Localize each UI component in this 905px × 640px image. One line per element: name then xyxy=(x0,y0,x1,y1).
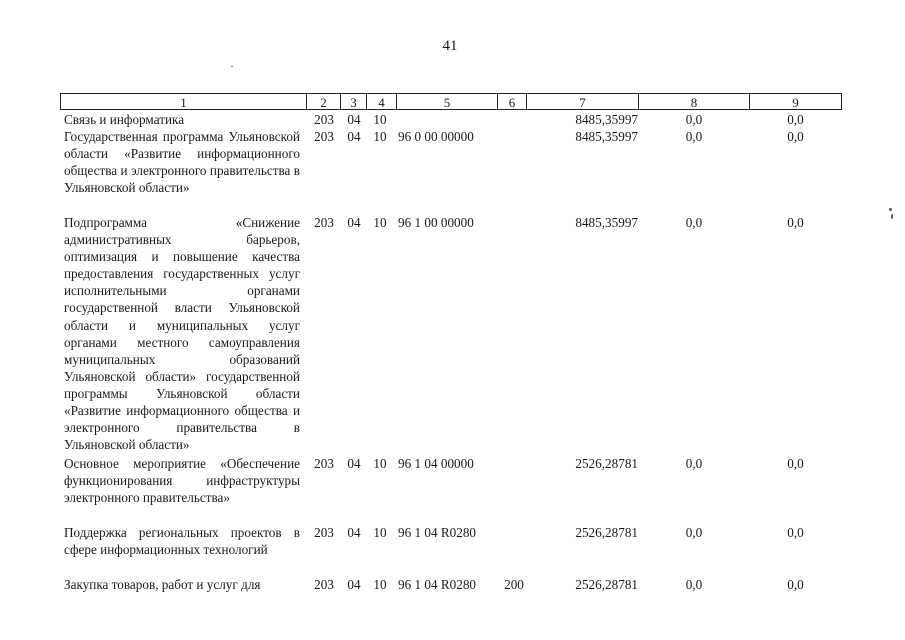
row-col-6: 200 xyxy=(504,577,524,592)
row-name: Поддержка региональных проектов в сфере информационных технологий xyxy=(64,525,300,558)
row-col-7: 8485,35997 xyxy=(575,129,638,144)
row-col-9: 0,0 xyxy=(787,129,804,144)
row-col-8: 0,0 xyxy=(685,129,703,144)
row-col-3: 04 xyxy=(347,577,361,592)
row-col-7: 2526,28781 xyxy=(575,577,638,592)
row-col-3: 04 xyxy=(347,525,361,540)
header-col-2: 2 xyxy=(306,93,340,110)
page-number: 41 xyxy=(442,38,458,54)
row-col-2: 203 xyxy=(314,525,334,540)
scan-speck xyxy=(891,214,893,219)
row-col-5: 96 1 04 R0280 xyxy=(398,525,477,540)
row-col-3: 04 xyxy=(347,112,361,127)
row-col-7: 2526,28781 xyxy=(575,456,638,471)
row-col-7: 8485,35997 xyxy=(575,215,638,230)
row-col-3: 04 xyxy=(347,129,361,144)
scan-speck xyxy=(889,208,892,211)
row-col-2: 203 xyxy=(314,577,334,592)
row-col-4: 10 xyxy=(373,525,387,540)
row-col-2: 203 xyxy=(314,215,334,230)
row-col-2: 203 xyxy=(314,129,334,144)
row-name: Основное мероприятие «Обеспечение функционирования инфраструктуры электронного правительства» xyxy=(64,456,300,506)
row-col-4: 10 xyxy=(373,456,387,471)
header-col-4: 4 xyxy=(366,93,396,110)
row-col-8: 0,0 xyxy=(685,112,703,127)
header-col-1: 1 xyxy=(60,93,306,110)
row-name: Подпрограмма «Снижение административных барьеров, оптимизация и повышение качества предоставления государственных услуг исполнительными органами государственной власти Ульяновской области и муниципальных услуг органами местного самоуправления муниципальных образований Ульяновской области» государственной программы Ульяновской области «Развитие информационного общества и электронного правительства в Ульяновской области» xyxy=(64,215,300,453)
row-col-5: 96 1 00 00000 xyxy=(398,215,474,230)
row-col-8: 0,0 xyxy=(685,215,703,230)
row-col-4: 10 xyxy=(373,577,387,592)
row-col-5: 96 1 04 00000 xyxy=(398,456,474,471)
row-col-7: 2526,28781 xyxy=(575,525,638,540)
budget-table xyxy=(60,93,842,640)
row-col-4: 10 xyxy=(373,129,387,144)
row-col-3: 04 xyxy=(347,215,361,230)
row-col-8: 0,0 xyxy=(685,456,703,471)
row-name: Закупка товаров, работ и услуг для xyxy=(64,577,261,592)
row-col-9: 0,0 xyxy=(787,525,804,540)
row-col-5: 96 1 04 R0280 xyxy=(398,577,477,592)
row-col-3: 04 xyxy=(347,456,361,471)
row-col-8: 0,0 xyxy=(685,525,703,540)
row-col-4: 10 xyxy=(373,215,387,230)
header-col-9: 9 xyxy=(749,93,842,110)
scan-speck xyxy=(231,66,233,67)
header-col-5: 5 xyxy=(396,93,497,110)
row-name: Связь и информатика xyxy=(64,112,185,127)
row-col-2: 203 xyxy=(314,112,334,127)
header-col-3: 3 xyxy=(340,93,366,110)
row-col-8: 0,0 xyxy=(685,577,703,592)
header-col-6: 6 xyxy=(497,93,526,110)
row-col-5: 96 0 00 00000 xyxy=(398,129,474,144)
row-col-9: 0,0 xyxy=(787,112,804,127)
header-col-7: 7 xyxy=(526,93,638,110)
row-col-4: 10 xyxy=(373,112,387,127)
row-name: Государственная программа Ульяновской области «Развитие информационного общества и электронного правительства в Ульяновской области» xyxy=(64,129,300,196)
row-col-9: 0,0 xyxy=(787,215,804,230)
header-col-8: 8 xyxy=(638,93,749,110)
row-col-9: 0,0 xyxy=(787,577,804,592)
row-col-7: 8485,35997 xyxy=(575,112,638,127)
row-col-2: 203 xyxy=(314,456,334,471)
row-col-9: 0,0 xyxy=(787,456,804,471)
